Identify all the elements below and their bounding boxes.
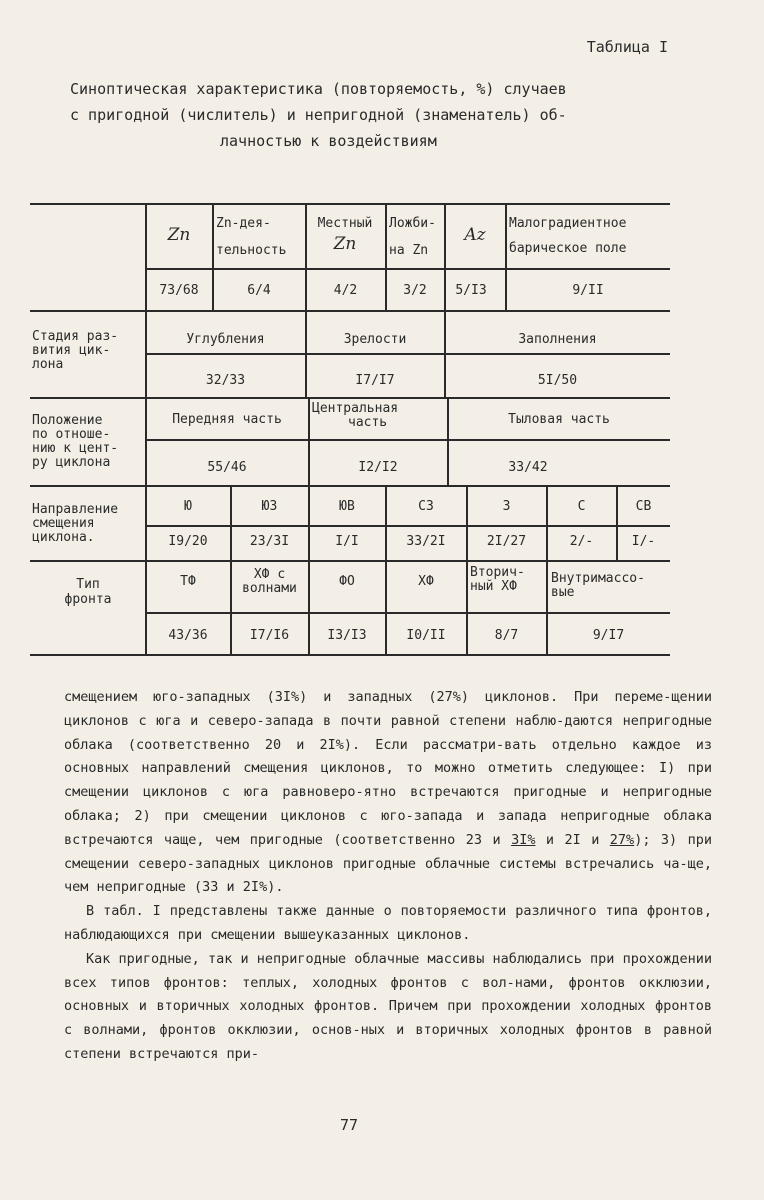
position-central-line2: часть: [348, 415, 388, 430]
direction-value: 33/2I: [406, 534, 446, 549]
paragraph-1: [64, 686, 712, 900]
front-cold-waves-line1: ХФ с: [253, 567, 286, 582]
row-line: [30, 485, 670, 487]
front-occlusion: ФО: [339, 574, 355, 589]
direction-header: С: [577, 499, 586, 514]
row-line: [145, 612, 670, 614]
stage-label-line2: вития цик-: [32, 343, 111, 358]
stage-deepening-value: 32/33: [205, 373, 246, 388]
position-central: [312, 402, 447, 430]
front-value: I7/I6: [249, 628, 290, 643]
front-cold-waves-line2: волнами: [242, 581, 297, 596]
position-label-line2: по отноше-: [32, 427, 111, 442]
stage-label-line1: Стадия раз-: [32, 329, 119, 344]
stage-maturity: Зрелости: [343, 332, 407, 347]
direction-value: 2/-: [569, 534, 594, 549]
direction-label-line1: Направление: [32, 502, 119, 517]
position-central-value: I2/I2: [358, 460, 398, 475]
row-line: [145, 439, 670, 441]
header-zn-activity: [216, 216, 304, 258]
front-intramass-line1: Внутримассо-: [551, 571, 645, 586]
header-local-zn-line2: Zn: [333, 234, 357, 254]
position-label-line3: нию к цент-: [32, 441, 119, 456]
direction-value: 2I/27: [486, 534, 527, 549]
header-lowgradient-line1: Малоградиентное: [509, 216, 627, 231]
direction-header: З: [502, 499, 511, 514]
row-line: [145, 525, 670, 527]
value-trough: 3/2: [403, 283, 427, 298]
front-label-line2: фронта: [64, 592, 112, 607]
position-front-value: 55/46: [207, 460, 247, 475]
paragraph-3: Как пригодные, так и непригодные облачные массивы наблюдались при прохождении всех типов фронтов: теплых, холодных фронтов с вол-нами, фронтов окклюзии, основных и вторичных холодных фронтов. Причем при прохождении холодных фронтов с волнами, фронтов окклюзии, основ-ных и вторичных холодных фронтов в равной степени встречаются при-: [64, 950, 712, 1062]
value-zn: 73/68: [159, 283, 199, 298]
front-cold: ХФ: [418, 574, 434, 589]
paragraph-1-underlined-2: 27%: [609, 831, 635, 848]
direction-header: ЮЗ: [261, 499, 278, 514]
position-rear-value: 33/42: [508, 460, 548, 475]
stage-filling-value: 5I/50: [537, 373, 578, 388]
stage-filling: Заполнения: [518, 332, 597, 347]
direction-header: СЗ: [418, 499, 434, 514]
caption-line-2: с пригодной (числитель) и непригодной (знаменатель) об-: [70, 106, 567, 124]
position-front: Передняя часть: [172, 412, 282, 427]
caption-line-3: лачностью к воздействиям: [220, 132, 437, 150]
front-value: I3/I3: [327, 628, 367, 643]
front-secondary-line2: ный ХФ: [470, 579, 517, 594]
header-trough-line2: на Zn: [389, 243, 429, 258]
direction-value: 23/3I: [249, 534, 290, 549]
header-az: Az: [464, 225, 486, 245]
row-line: [145, 268, 670, 270]
front-warm: ТФ: [180, 574, 196, 589]
position-label: [32, 414, 144, 470]
table-label: Таблица I: [586, 38, 668, 56]
stage-label-line3: лона: [32, 357, 64, 372]
header-local-zn: [306, 216, 384, 252]
front-value: I0/II: [406, 628, 446, 643]
front-secondary-line1: Вторич-: [470, 565, 525, 580]
direction-header: ЮВ: [339, 499, 355, 514]
direction-label: [32, 503, 144, 545]
header-zn-activity-line2: тельность: [216, 243, 287, 258]
header-lowgradient: [509, 216, 669, 256]
header-trough-line1: Ложби-: [389, 216, 436, 231]
paragraph-1-part-b: и 2I и: [535, 831, 610, 848]
front-value: 43/36: [168, 628, 208, 643]
direction-header: Ю: [184, 499, 192, 514]
direction-value: I/-: [631, 534, 656, 549]
header-trough: [389, 216, 443, 258]
paragraph-1-underlined-1: 3I%: [511, 831, 536, 848]
page-number: 77: [340, 1116, 359, 1134]
direction-value: I/I: [335, 534, 359, 549]
row-line: [30, 397, 670, 399]
front-value: 8/7: [494, 628, 519, 643]
value-az: 5/I3: [455, 283, 487, 298]
direction-header: СВ: [635, 499, 652, 514]
header-zn-activity-line1: Zn-дея-: [216, 216, 271, 231]
position-label-line4: ру циклона: [32, 455, 111, 470]
header-lowgradient-line2: барическое поле: [509, 241, 627, 256]
value-local-zn: 4/2: [333, 283, 358, 298]
position-rear: Тыловая часть: [508, 412, 610, 427]
stage-maturity-value: I7/I7: [355, 373, 395, 388]
table-top-line: [30, 203, 670, 205]
direction-label-line2: смещения: [32, 516, 95, 531]
paragraph-1-part-c: ); 3) при смещении северо-западных циклонов пригодные облачные системы встречались ча-ще, чем непригодные (33 и 2I%).: [64, 831, 712, 896]
header-local-zn-line1: Местный: [317, 216, 373, 231]
row-line: [30, 310, 670, 312]
row-line: [30, 560, 670, 562]
header-zn: Zn: [167, 225, 191, 245]
position-label-line1: Положение: [32, 413, 103, 428]
front-value: 9/I7: [592, 628, 625, 643]
front-cold-waves: [231, 568, 308, 596]
value-zn-activity: 6/4: [247, 283, 271, 298]
stage-deepening: Углубления: [186, 332, 265, 347]
caption-line-1: Синоптическая характеристика (повторяемость, %) случаев: [70, 80, 567, 98]
body-text: [64, 686, 712, 1067]
direction-label-line3: циклона.: [32, 530, 95, 545]
stage-label: [32, 330, 144, 372]
paragraph-1-part-a: смещением юго-западных (3I%) и западных (27%) циклонов. При переме-щении циклонов с юга и северо-запада в почти равной степени наблю-даются непригодные облака (соответственно 20 и 2I%). Если рассматри-вать отдельно каждое из основных направлений смещения циклонов, то можно отметить следующее: I) при смещении циклонов с юга равноверо-ятно встречаются пригодные и непригодные облака; 2) при смещении циклонов с юго-запада и запада непригодные облака встречаются чаще, чем пригодные (соответственно 23 и: [64, 689, 712, 848]
front-intramass-line2: вые: [551, 585, 575, 600]
row-line: [145, 353, 670, 355]
table-bottom-line: [30, 654, 670, 656]
front-secondary: [470, 566, 546, 594]
paragraph-2: В табл. I представлены также данные о повторяемости различного типа фронтов, наблюдающихся при смещении вышеуказанных циклонов.: [64, 903, 712, 943]
position-central-line1: Центральная: [312, 401, 399, 416]
front-intramass: [551, 572, 669, 600]
direction-value: I9/20: [168, 534, 208, 549]
value-lowgradient: 9/II: [572, 283, 604, 298]
front-label: [32, 577, 144, 607]
front-label-line1: Тип: [76, 577, 100, 592]
